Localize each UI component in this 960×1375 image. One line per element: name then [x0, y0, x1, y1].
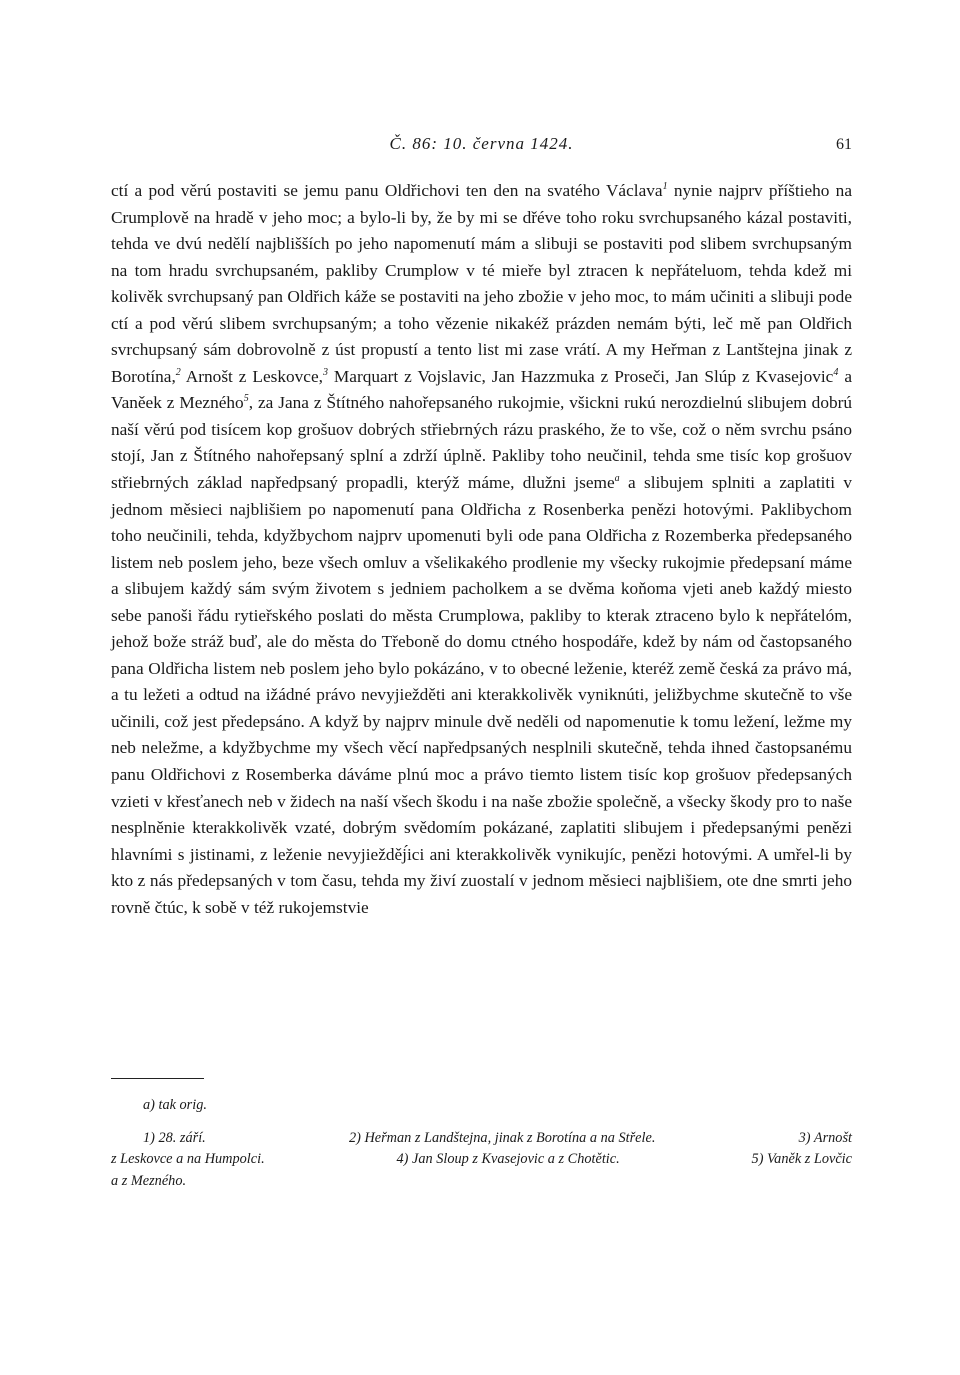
footnote-3-cont: z Leskovce a na Humpolci.	[111, 1151, 265, 1167]
footnote-ref: 4	[833, 367, 839, 379]
body-text	[111, 178, 852, 921]
body-segment: Marquart z Vojslavic, Jan Hazzmuka z Proseči, Jan Slúp z Kvasejovic	[327, 366, 834, 386]
footnote-3: 3) Arnošt	[798, 1129, 852, 1146]
footnotes	[111, 1095, 852, 1192]
footnote-2: 2) Heřman z Landštejna, jinak z Borotína a na Střele.	[348, 1129, 656, 1146]
footnote-5-cont: a z Mezného.	[111, 1172, 187, 1189]
footnote-ref: a	[614, 473, 620, 485]
footnote-ref: 3	[322, 367, 328, 379]
running-title: Č. 86: 10. června 1424.	[389, 134, 574, 153]
footnote-5: 5) Vaněk z Lovčic	[751, 1151, 852, 1167]
body-segment: Arnošt z Leskovce,	[180, 366, 323, 386]
body-segment: a slibujem splniti a zaplatiti v jednom měsieci najblišiem po napomenutí pana Oldřicha z Rosenberka penězi hotovými. Paklibychom toho neučinili, tehda, kdyžbychom najprv upomenuti byli ode pana Oldřicha z Rozemberka předepsaného listem neb poslem jeho, beze všech omluv a všelikakého prodlenie my všecky rukojmie předepsaní máme a slibujem každý sám svým životem s jedniem pacholkem a se dvěma koňoma vjeti aneb každý miesto sebe panoši řádu rytieřského poslati do města Crumplowa, pakliby to kterak ztraceno bylo k nepřátelóm, jehož bože stráž buď, ale do města do Třeboně do domu ctného hospodáře, kdež by nám od častopsaného pana Oldřicha listem neb poslem jeho bylo pokázáno, v to obecné leženie, kteréž země česká za právo má, a tu ležeti a odtud na ižádné právo nevyjiežděti ani kterakkolivěk vyniknúti, jeližbychme skutečně to vše učinili, což jest předepsáno. A když by najprv minule dvě neděli od napomenutie k tomu ležení, ležme my neb neležme, a kdyžbychme my všech věcí napředpsaných nesplnili skutečně, tehda ihned častopsanému panu Oldřichovi z Rosemberka dáváme plnú moc a právo tiemto listem tisíc kop grošuov předepsaných vzieti v křesťanech neb v židech na naší všech škodu i na naše zbožie společně, a všecky škody pro to naše nesplněnie kterakkolivěk vzaté, dobrým svědomím pokázané, zaplatiti slibujem i předepsanými penězi hlavními s jistinami, z leženie nevyjiežděj́ici ani kterakkolivěk vynikujíc, penězi hotovými. A umřel-li by kto z nás předepsaných v tom času, tehda my živí zuostalí v jednom měsieci najblišiem, ote dne smrti jeho rovně čtúc, k sobě v též rukojemstvie	[111, 473, 853, 917]
body-segment: ctí a pod věrú postaviti se jemu panu Oldřichovi ten den na svatého Václava	[111, 181, 663, 200]
footnote-ref: 2	[175, 367, 181, 379]
footnote-4: 4) Jan Sloup z Kvasejovic a z Chotětic.	[396, 1151, 620, 1167]
running-head	[111, 134, 852, 158]
body-segment: , za Jana z Štítného nahořepsaného rukojmie, všickni rukú nerozdielnú slibujem dobrú naší věrú pod tisícem kop grošuov dobrých střiebrných rázu praského, že to vše, což o něm svrchu psáno stojí, Jan z Štítného nahořepsaný splní a zdrží úplně. Pakliby toho neučinil, tehda sme tisíc kop grošuov střiebrných základ napředpsaný propadli, kterýž máme, dlužni jseme	[111, 393, 852, 493]
footnote-row	[111, 1149, 852, 1171]
footnote-divider	[111, 1078, 204, 1079]
footnote-ref: 1	[662, 181, 668, 193]
footnote-1: 1) 28. září.	[143, 1129, 206, 1146]
body-segment: a Vaněek z Mezného	[111, 366, 852, 413]
footnote-row	[111, 1128, 852, 1150]
footnote-ref: 5	[243, 393, 249, 405]
body-segment: nynie najprv příštieho na Crumplově na hradě v jeho moc; a bylo-li by, že by mi se dřéve toho roku svrchupsaného kázal postaviti, tehda ve dvú nedělí najblišších po jeho napomenutí mám a slibuji se postaviti pod slibem svrchupsaným na tom hradu svrchupsaném, pakliby Crumplow v té mieře byl ztracen k nepřáteluom, tehda kdež mi kolivěk svrchupsaný pan Oldřich káže se postaviti na jeho zbožie v jeho moc, to mám učiniti a slibuji pode ctí a pod věrú slibem svrchupsaným; a toho vězenie nikakéž prázden nemám býti, leč mě pan Oldřich svrchupsaný sám dobrovolně z úst propustí a tento list mi zase vrátí. A my Heřman z Lantštejna jinak z Borotína,	[111, 181, 852, 386]
page-number: 61	[836, 136, 852, 153]
footnote-a: a) tak orig.	[143, 1097, 207, 1113]
